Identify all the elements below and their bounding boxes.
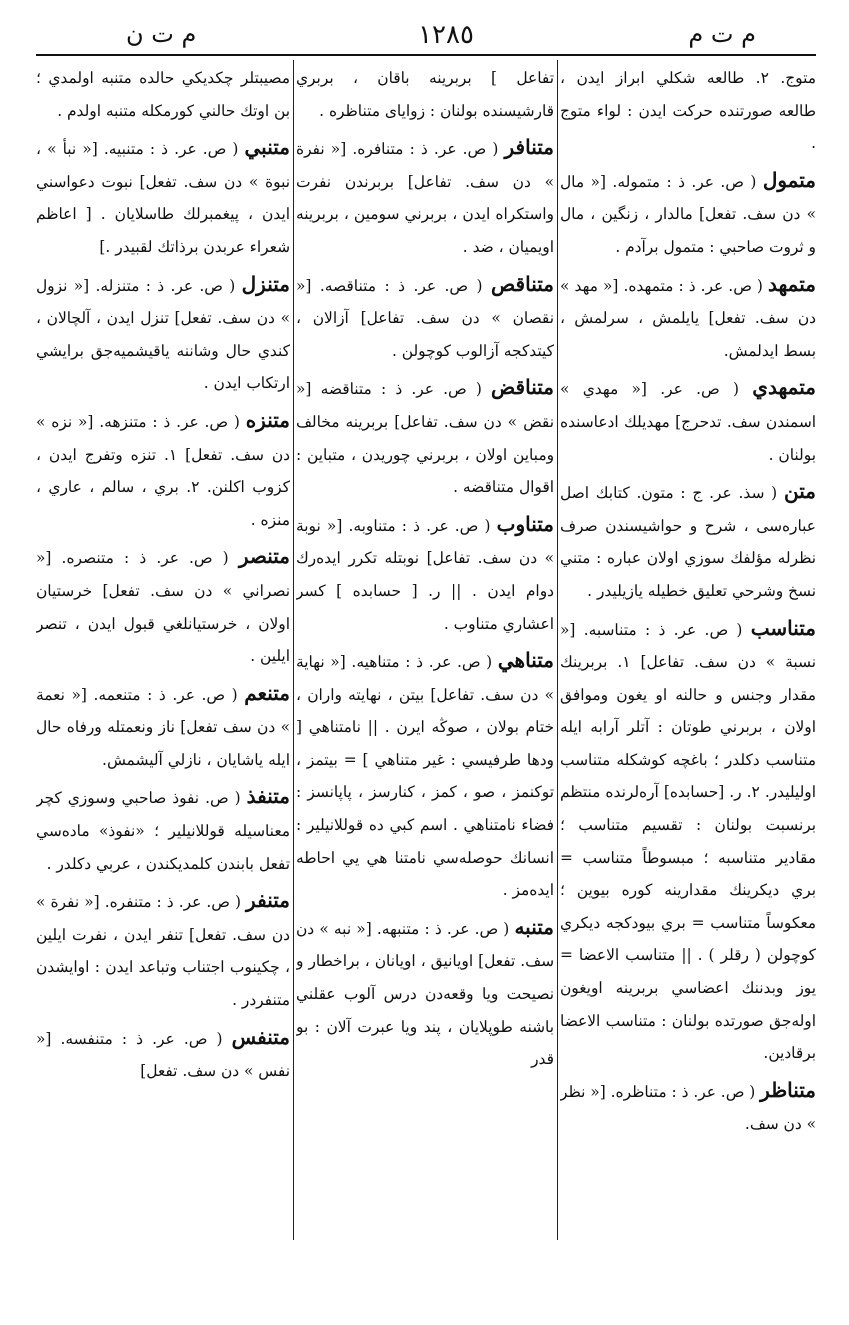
dictionary-entry (36, 780, 290, 880)
entry-headword: متنفر (246, 888, 290, 913)
dictionary-entry (560, 164, 816, 264)
page-header (36, 14, 816, 54)
dictionary-entry (36, 62, 290, 127)
dictionary-entry (36, 884, 290, 1016)
dictionary-entry (36, 268, 290, 400)
entry-headword: متن (784, 479, 816, 504)
entry-definition: تفاعل ] بربرينه باقان ، بربري قارشيسنده بولنان : زوايای متناظره . (296, 69, 554, 120)
entry-definition: ( ص. عر. ذ : متمهده. [« مهد » دن سف. تفعل] يايلمش ، سرلمش ، بسط ايدلمش. (560, 276, 816, 360)
dictionary-entry (560, 268, 816, 368)
column-divider (293, 60, 294, 1240)
entry-headword: متمهد (767, 271, 816, 296)
entry-definition: ( ص. عر. ذ : متناهيه. [« نهاية » دن سف. تفاعل] بيتن ، نهايته واران ، ختام بولان ، صوڭه ايرن . || نامتناهي [ ودها طرفيسي : غير متناهي ] = بيتمز ، توكنمز ، صو ، كمز ، كنارسز ، پاپانسز : فضاء نامتناهي . اسم كبي ده قوللانيلير : انسانك حوصلەسي نامتنا هي يي احاطه ايدەمز . (296, 653, 554, 900)
dictionary-entry (36, 677, 290, 777)
entry-definition: ( ص. نفوذ صاحبي وسوزي كچر معناسيله قوللانيلير ؛ «نفوذ» مادەسي تفعل بابندن كلمديكندن ، عربي دكلدر . (36, 789, 290, 873)
entry-headword: متناوب (496, 511, 554, 536)
entry-definition: ( ص. عر. ذ : متناوبه. [« نوبة » دن سف. تفاعل] نوبتله تكرر ايدەرك دوام ايدن . || ر. [ حسابده ] كسر اعشاري متناوب . (296, 516, 554, 633)
entry-headword: متنعم (244, 680, 290, 705)
entry-definition: ( ص. عر. ذ : متنبهه. [« نبه » دن سف. تفعل] اويانيق ، اويانان ، براخطار و نصيحت ويا وقعەدن درس آلوب عقلني باشنه طوپلايان ، پند ويا عبرت آلان : بو قدر (296, 919, 554, 1069)
dictionary-entry (560, 371, 816, 471)
entry-headword: متمهدي (752, 375, 816, 400)
dictionary-entry (36, 540, 290, 672)
dictionary-entry (296, 911, 554, 1076)
entry-definition: ( ص. عر. ذ : متنفسه. [« نفس » دن سف. تفعل] (36, 1029, 290, 1081)
entry-definition: ( ص. عر. [« مهدي » اسمندن سف. تدحرج] مهديلك ادعاسنده بولنان . (560, 380, 816, 464)
dictionary-entry (296, 508, 554, 640)
dictionary-entry (296, 62, 554, 127)
dictionary-entry (36, 404, 290, 536)
entry-headword: متنافر (504, 135, 554, 160)
column-left (36, 62, 290, 1252)
header-rule (36, 54, 816, 56)
column-middle (296, 62, 554, 1252)
dictionary-entry (560, 612, 816, 1070)
entry-definition: ( ص. عر. ذ : متنفره. [« نفرة » دن سف. تفعل] تنفر ايدن ، نفرت ايلين ، چكينوب اجتناب وتباعد ايدن : اوايشدن متنفردر . (36, 893, 290, 1010)
entry-headword: متناظر (760, 1077, 816, 1102)
entry-definition: ( سذ. عر. ج : متون. كتابك اصل عبارەسی ، شرح و حواشيسندن صرف نظرله مؤلفك سوزي اولان عباره : متني نسخ وشرحي تعليق خطيله يازيليدر . (560, 484, 816, 600)
dictionary-entry (296, 371, 554, 503)
entry-headword: متناقص (491, 271, 554, 296)
entry-definition: متوج. ٢. طالعه شكلي ابراز ايدن ، طالعه صورتنده حركت ايدن : لواء متوج . (560, 69, 816, 153)
entry-definition: ( ص. عر. ذ : متموله. [« مال » دن سف. تفعل] مالدار ، زنگين ، مال و ثروت صاحبي : متمول برآدم . (560, 172, 816, 256)
entry-definition: ( ص. عر. ذ : متناسبه. [« نسبة » دن سف. تفاعل] ١. بربرينك مقدار وجنس و حالنه او يغون وموافق اولان ، بربرني طوتان : آتلر آرابه ايله متناسب دكلدر ؛ باغچه كوشكله متناسب اوليليدر. ٢. ر. [حسابده] آرەلرنده منتظم برنسبت بولنان : تقسيم متناسب ؛ مقادير متناسبه ؛ مبسوطاً متناسب = بري ديكرينك مقدارينه كوره بيوين ؛ معكوساً متناسب = بري بيودكجه ديكري كوچولن ( رقلر ) . || متناسب الاعضا = يوز وبدننك اعضاسي بربرينه اويغون اولەجق صورتده بولنان : متناسب الاعضا برقادين. (560, 620, 816, 1063)
header-guide-left: م ت ن (126, 20, 197, 48)
dictionary-entry (296, 644, 554, 907)
entry-headword: متناقض (491, 375, 554, 400)
entry-definition: ( ص. عر. ذ : متنزله. [« نزول » دن سف. تفعل] تنزل ايدن ، آلچالان ، كندي حال وشاننه ياقيشميەجق برايشي ارتكاب ايدن . (36, 276, 290, 393)
entry-definition: مصيبتلر چكديكي حالده متنبه اولمدي ؛ بن اوتك حالني كورمكله متنبه اولدم . (36, 69, 290, 120)
dictionary-entry (296, 268, 554, 368)
entry-headword: متنصر (238, 544, 290, 569)
entry-headword: متنبه (514, 914, 554, 939)
entry-headword: متنفذ (246, 784, 290, 809)
entry-definition: ( ص. عر. ذ : متنصره. [« نصراني » دن سف. تفعل] خرستيان اولان ، خرستيانلغي قبول ايدن ، تنصر ايلين . (36, 549, 290, 666)
entry-definition: ( ص. عر. ذ : متنزهه. [« نزه » دن سف. تفعل] ١. تنزه وتفرج ايدن ، كزوب اكلنن. ٢. بري ، سالم ، عاري ، منزه . (36, 412, 290, 529)
header-guide-right: م ت م (688, 20, 756, 48)
entry-definition: ( ص. عر. ذ : متنافره. [« نفرة » دن سف. تفاعل] بربرندن نفرت واستكراه ايدن ، بربرني سومين ، بربرينه اويميان ، ضد . (296, 140, 554, 256)
page-number: ١٢٨٥ (418, 20, 474, 50)
entry-headword: متناسب (750, 615, 816, 640)
entry-headword: متمول (762, 167, 816, 192)
column-right (560, 62, 816, 1252)
column-divider (557, 60, 558, 1240)
entry-headword: متنفس (231, 1024, 290, 1049)
entry-headword: متنزل (241, 271, 290, 296)
entry-definition: ( ص. عر. ذ : متنعمه. [« نعمة » دن سف تفعل] ناز ونعمتله ورفاه حال ايله ياشايان ، نازلي آليشمش. (36, 685, 290, 769)
dictionary-entry (560, 475, 816, 607)
entry-definition: ( ص. عر. ذ : متناظره. [« نظر » دن سف. (560, 1082, 816, 1134)
dictionary-entry (560, 1074, 816, 1141)
dictionary-entry (36, 1021, 290, 1088)
entry-definition: ( ص. عر. ذ : متناقضه [« نقض » دن سف. تفاعل] بربرينه مخالف ومباين اولان ، بربرني چوريدن ، متباين : اقوال متناقضه . (296, 380, 554, 497)
dictionary-entry (560, 62, 816, 160)
entry-definition: ( ص. عر. ذ : متناقصه. [« نقصان » دن سف. تفاعل] آزالان ، كيتدكجه آزالوب كوچولن . (296, 276, 554, 360)
entry-headword: متنزه (245, 407, 290, 432)
entry-headword: متنبي (244, 135, 290, 160)
dictionary-entry (296, 131, 554, 263)
entry-headword: متناهي (497, 648, 554, 673)
entry-definition: ( ص. عر. ذ : متنبيه. [« نبأ » ، نبوة » دن سف. تفعل] نبوت دعواسني ايدن ، پيغمبرلك طاسلايان . [ اعاظم شعراء عربدن برذاتك لقبيدر .] (36, 140, 290, 256)
dictionary-entry (36, 131, 290, 263)
